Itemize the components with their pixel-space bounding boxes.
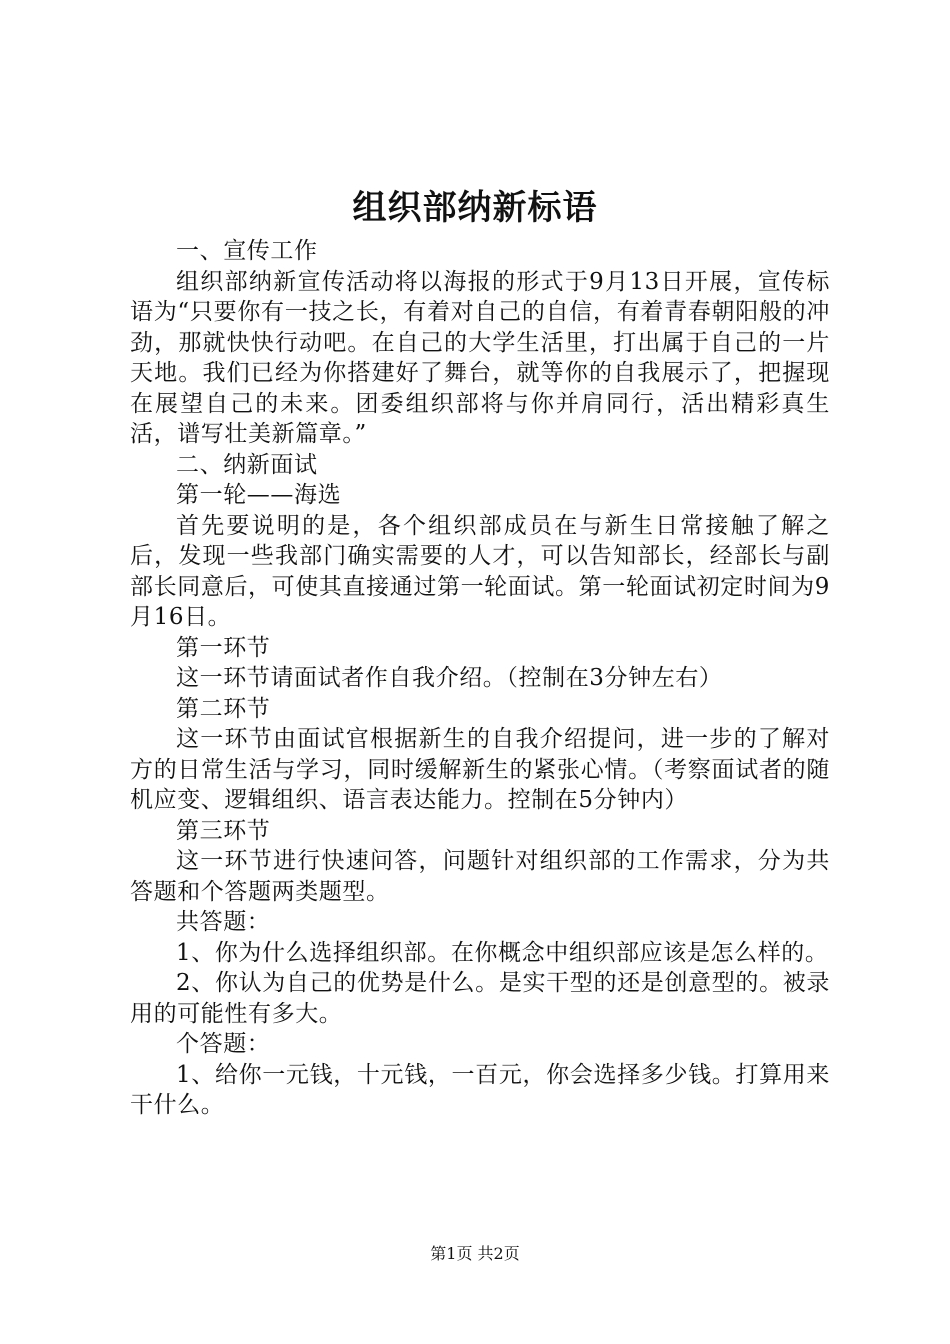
subsection-heading: 第三环节 (176, 817, 271, 844)
document-body (130, 236, 830, 1121)
list-item: 2、你认为自己的优势是什么。是实干型的还是创意型的。被录用的可能性有多大。 (130, 970, 830, 1027)
paragraph: 组织部纳新宣传活动将以海报的形式于9月13日开展，宣传标语为“只要你有一技之长，有着对自己的自信，有着青春朝阳般的冲劲，那就快快行动吧。在自己的大学生活里，打出属于自己的一片天地。我们已经为你搭建好了舞台，就等你的自我展示了，把握现在展望自己的未来。团委组织部将与你并肩同行，活出精彩真生活，谱写壮美新篇章。” (130, 268, 830, 447)
subsection-heading: 个答题： (176, 1031, 271, 1057)
document-title: 组织部纳新标语 (352, 188, 598, 228)
paragraph: 这一环节由面试官根据新生的自我介绍提问，进一步的了解对方的日常生活与学习，同时缓解新生的紧张心情。（考察面试者的随机应变、逻辑组织、语言表达能力。控制在5分钟内） (130, 726, 830, 813)
subsection-heading: 第一环节 (176, 634, 271, 661)
paragraph: 首先要说明的是，各个组织部成员在与新生日常接触了解之后，发现一些我部门确实需要的人才，可以告知部长，经部长与副部长同意后，可使其直接通过第一轮面试。第一轮面试初定时间为9月16日。 (130, 512, 830, 630)
list-item: 1、给你一元钱，十元钱，一百元，你会选择多少钱。打算用来干什么。 (130, 1061, 830, 1118)
paragraph: 这一环节请面试者作自我介绍。（控制在3分钟左右） (176, 665, 723, 691)
list-item: 1、你为什么选择组织部。在你概念中组织部应该是怎么样的。 (176, 939, 829, 966)
section-heading: 二、纳新面试 (176, 451, 318, 478)
subsection-heading: 第二环节 (176, 695, 271, 722)
page-footer: 第1页 共2页 (430, 1244, 520, 1263)
section-heading: 一、宣传工作 (176, 238, 318, 264)
subsection-heading: 共答题： (176, 909, 271, 935)
subsection-heading: 第一轮——海选 (176, 482, 342, 508)
paragraph: 这一环节进行快速问答，问题针对组织部的工作需求，分为共答题和个答题两类题型。 (130, 848, 830, 905)
